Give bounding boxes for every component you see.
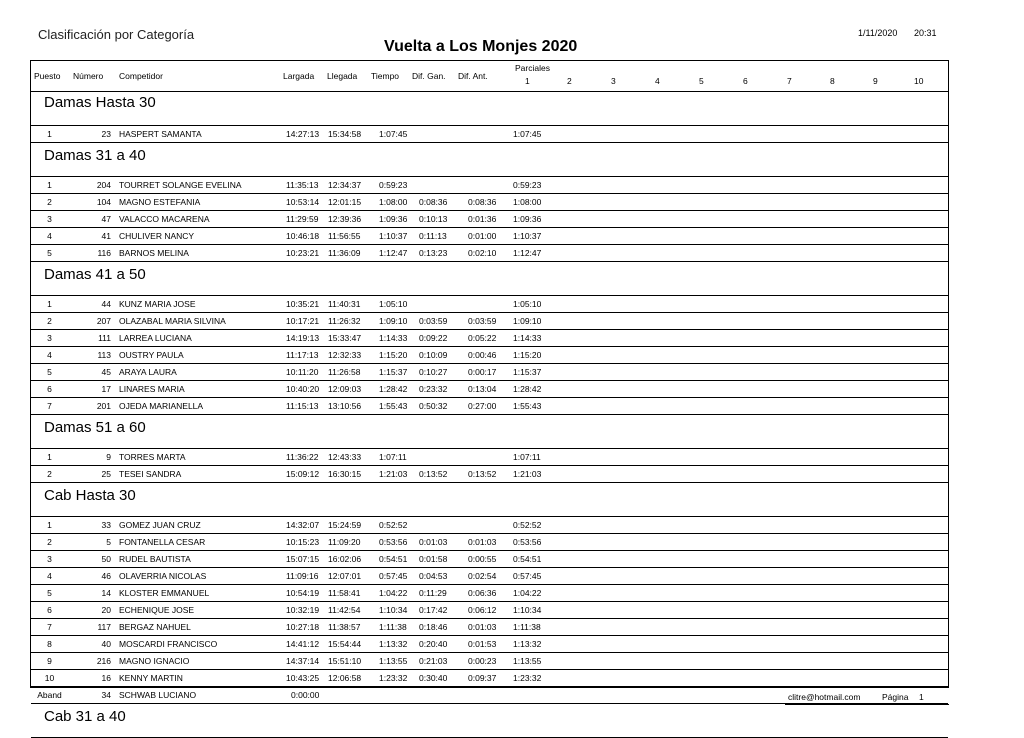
cell-dif-ant: 0:00:55	[468, 554, 497, 564]
cell-parcial-1: 0:57:45	[513, 571, 542, 581]
cell-tiempo: 1:13:32	[379, 639, 408, 649]
cell-largada: 11:35:13	[286, 180, 319, 190]
col-header-llegada: Llegada	[327, 71, 358, 81]
cell-dif-gan: 0:23:32	[419, 384, 448, 394]
cell-dif-ant: 0:00:23	[468, 656, 497, 666]
cell-competidor: FONTANELLA CESAR	[119, 537, 206, 547]
cell-parcial-1: 1:13:55	[513, 656, 542, 666]
cell-competidor: OUSTRY PAULA	[119, 350, 184, 360]
col-header-parcial-3: 3	[611, 76, 616, 86]
cell-numero: 16	[101, 673, 111, 683]
cell-parcial-1: 1:14:33	[513, 333, 542, 343]
cell-parcial-1: 1:07:11	[513, 452, 541, 462]
cell-dif-gan: 0:10:13	[419, 214, 448, 224]
cell-tiempo: 1:13:55	[379, 656, 408, 666]
footer-page-label: Página	[882, 692, 909, 702]
cell-largada: 10:27:18	[286, 622, 320, 632]
cell-puesto: 2	[47, 197, 52, 207]
cell-puesto: 4	[47, 350, 52, 360]
cell-puesto: 1	[47, 520, 52, 530]
cell-largada: 10:53:14	[286, 197, 320, 207]
cell-tiempo: 1:15:37	[379, 367, 408, 377]
cell-dif-ant: 0:03:59	[468, 316, 497, 326]
cell-largada: 14:27:13	[286, 129, 320, 139]
cell-parcial-1: 1:10:37	[513, 231, 542, 241]
table-row	[31, 653, 948, 670]
table-row	[31, 194, 948, 211]
cell-puesto: 9	[47, 656, 52, 666]
cell-parcial-1: 0:52:52	[513, 520, 542, 530]
cell-tiempo: 1:28:42	[379, 384, 408, 394]
cell-numero: 201	[96, 401, 111, 411]
table-row	[31, 347, 948, 364]
cell-numero: 45	[101, 367, 111, 377]
cell-numero: 50	[101, 554, 111, 564]
cell-parcial-1: 1:28:42	[513, 384, 542, 394]
cell-puesto: 1	[47, 129, 52, 139]
col-header-tiempo: Tiempo	[371, 71, 400, 81]
cell-tiempo: 0:52:52	[379, 520, 408, 530]
cell-parcial-1: 1:15:37	[513, 367, 542, 377]
cell-dif-ant: 0:01:03	[468, 537, 497, 547]
cell-dif-ant: 0:02:10	[468, 248, 497, 258]
cell-dif-gan: 0:08:36	[419, 197, 448, 207]
table-row	[31, 517, 948, 534]
col-header-parciales: Parciales	[515, 63, 550, 73]
table-row	[31, 211, 948, 228]
cell-puesto: 5	[47, 248, 52, 258]
cell-puesto: 10	[44, 673, 55, 683]
cell-largada: 10:11:20	[286, 367, 319, 377]
cell-largada: 10:17:21	[286, 316, 320, 326]
cell-competidor: RUDEL BAUTISTA	[119, 554, 191, 564]
cell-largada: 0:00:00	[291, 690, 320, 700]
cell-dif-gan: 0:18:46	[419, 622, 448, 632]
cell-puesto: 4	[47, 231, 52, 241]
cell-parcial-1: 1:11:38	[513, 622, 541, 632]
category-header	[31, 415, 948, 449]
report-date: 1/11/2020	[858, 28, 898, 38]
category-header	[31, 483, 948, 517]
col-header-largada: Largada	[283, 71, 315, 81]
cell-tiempo: 1:04:22	[379, 588, 408, 598]
cell-competidor: MAGNO ESTEFANIA	[119, 197, 201, 207]
cell-puesto: 6	[47, 384, 52, 394]
cell-puesto: 1	[47, 452, 52, 462]
cell-llegada: 12:09:03	[328, 384, 362, 394]
cell-parcial-1: 1:09:36	[513, 214, 542, 224]
category-header	[31, 262, 948, 296]
cell-llegada: 11:58:41	[328, 588, 361, 598]
cell-tiempo: 1:10:37	[379, 231, 408, 241]
cell-numero: 25	[101, 469, 111, 479]
cell-dif-gan: 0:17:42	[419, 605, 448, 615]
cell-competidor: TORRES MARTA	[119, 452, 186, 462]
cell-llegada: 12:43:33	[328, 452, 362, 462]
cell-largada: 15:07:15	[286, 554, 320, 564]
cell-competidor: MAGNO IGNACIO	[119, 656, 190, 666]
cell-puesto: 5	[47, 588, 52, 598]
cell-numero: 20	[101, 605, 111, 615]
cell-parcial-1: 1:23:32	[513, 673, 542, 683]
cell-largada: 15:09:12	[286, 469, 320, 479]
cell-puesto: 1	[47, 299, 52, 309]
cell-dif-gan: 0:03:59	[419, 316, 448, 326]
cell-llegada: 12:01:15	[328, 197, 362, 207]
cell-numero: 47	[101, 214, 111, 224]
cell-dif-ant: 0:09:37	[468, 673, 497, 683]
table-row	[31, 398, 948, 415]
cell-largada: 10:46:18	[286, 231, 320, 241]
col-header-puesto: Puesto	[34, 71, 61, 81]
table-row	[31, 670, 948, 687]
cell-puesto: 5	[47, 367, 52, 377]
cell-llegada: 16:02:06	[328, 554, 362, 564]
cell-llegada: 12:32:33	[328, 350, 362, 360]
cell-puesto: 3	[47, 214, 52, 224]
cell-tiempo: 1:09:10	[379, 316, 408, 326]
cell-dif-gan: 0:50:32	[419, 401, 448, 411]
cell-parcial-1: 1:07:45	[513, 129, 542, 139]
cell-llegada: 11:40:31	[328, 299, 361, 309]
col-header-parcial-2: 2	[567, 76, 572, 86]
cell-dif-gan: 0:01:03	[419, 537, 448, 547]
cell-competidor: BERGAZ NAHUEL	[119, 622, 191, 632]
table-header	[31, 61, 948, 92]
cell-largada: 11:29:59	[286, 214, 319, 224]
footer-divider	[785, 704, 949, 705]
table-row	[31, 568, 948, 585]
col-header-parcial-1: 1	[525, 76, 530, 86]
cell-llegada: 11:26:32	[328, 316, 361, 326]
footer-email: clitre@hotmail.com	[788, 692, 861, 702]
cell-numero: 17	[101, 384, 111, 394]
col-header-competidor: Competidor	[119, 71, 163, 81]
cell-numero: 34	[101, 690, 111, 700]
cell-competidor: KUNZ MARIA JOSE	[119, 299, 196, 309]
table-row	[31, 126, 948, 143]
cell-competidor: LARREA LUCIANA	[119, 333, 192, 343]
cell-llegada: 12:06:58	[328, 673, 362, 683]
category-header	[31, 704, 948, 738]
cell-dif-ant: 0:06:36	[468, 588, 497, 598]
col-header-parcial-4: 4	[655, 76, 660, 86]
cell-competidor: ARAYA LAURA	[119, 367, 177, 377]
cell-puesto: 3	[47, 333, 52, 343]
col-header-parcial-9: 9	[873, 76, 878, 86]
cell-dif-ant: 0:01:36	[468, 214, 497, 224]
cell-numero: 40	[101, 639, 111, 649]
cell-largada: 10:43:25	[286, 673, 320, 683]
cell-tiempo: 1:08:00	[379, 197, 408, 207]
report-title: Vuelta a Los Monjes 2020	[384, 38, 578, 55]
cell-llegada: 15:54:44	[328, 639, 362, 649]
table-row	[31, 551, 948, 568]
cell-largada: 10:23:21	[286, 248, 320, 258]
cell-dif-gan: 0:10:09	[419, 350, 448, 360]
table-row	[31, 534, 948, 551]
cell-numero: 44	[101, 299, 111, 309]
table-row	[31, 619, 948, 636]
cell-largada: 11:17:13	[286, 350, 319, 360]
table-row	[31, 330, 948, 347]
cell-puesto: 1	[47, 180, 52, 190]
cell-largada: 10:40:20	[286, 384, 320, 394]
cell-competidor: HASPERT SAMANTA	[119, 129, 202, 139]
cell-competidor: LINARES MARIA	[119, 384, 185, 394]
col-header-parcial-10: 10	[914, 76, 924, 86]
cell-llegada: 11:56:55	[328, 231, 361, 241]
cell-numero: 111	[98, 333, 111, 343]
category-header	[31, 143, 948, 177]
cell-largada: 11:15:13	[286, 401, 319, 411]
cell-competidor: TESEI SANDRA	[119, 469, 182, 479]
cell-parcial-1: 1:21:03	[513, 469, 542, 479]
cell-numero: 14	[101, 588, 111, 598]
cell-puesto: Aband	[37, 690, 62, 700]
cell-dif-ant: 0:00:46	[468, 350, 497, 360]
cell-llegada: 15:24:59	[328, 520, 362, 530]
cell-llegada: 11:26:58	[328, 367, 361, 377]
cell-llegada: 11:36:09	[328, 248, 361, 258]
table-row	[31, 466, 948, 483]
cell-dif-ant: 0:02:54	[468, 571, 497, 581]
col-header-parcial-5: 5	[699, 76, 704, 86]
table-row	[31, 245, 948, 262]
table-body	[31, 92, 948, 738]
cell-tiempo: 0:59:23	[379, 180, 408, 190]
cell-dif-gan: 0:11:29	[419, 588, 447, 598]
cell-competidor: MOSCARDI FRANCISCO	[119, 639, 218, 649]
cell-largada: 14:32:07	[286, 520, 320, 530]
cell-parcial-1: 0:53:56	[513, 537, 542, 547]
col-header-numero: Número	[73, 71, 104, 81]
cell-competidor: CHULIVER NANCY	[119, 231, 195, 241]
cell-llegada: 11:09:20	[328, 537, 361, 547]
cell-puesto: 7	[47, 401, 52, 411]
cell-tiempo: 0:53:56	[379, 537, 408, 547]
cell-puesto: 2	[47, 316, 52, 326]
cell-llegada: 16:30:15	[328, 469, 362, 479]
category-header	[31, 92, 948, 126]
cell-parcial-1: 1:15:20	[513, 350, 542, 360]
cell-largada: 11:36:22	[286, 452, 319, 462]
cell-tiempo: 0:57:45	[379, 571, 408, 581]
cell-dif-gan: 0:10:27	[419, 367, 448, 377]
cell-parcial-1: 0:54:51	[513, 554, 542, 564]
cell-dif-gan: 0:30:40	[419, 673, 448, 683]
cell-tiempo: 1:09:36	[379, 214, 408, 224]
cell-dif-ant: 0:27:00	[468, 401, 497, 411]
cell-llegada: 11:42:54	[328, 605, 361, 615]
cell-numero: 33	[101, 520, 111, 530]
col-header-parcial-7: 7	[787, 76, 792, 86]
footer-page-number: 1	[919, 692, 924, 702]
cell-competidor: BARNOS MELINA	[119, 248, 189, 258]
cell-puesto: 3	[47, 554, 52, 564]
report-type-label: Clasificación por Categoría	[38, 27, 195, 42]
cell-puesto: 7	[47, 622, 52, 632]
cell-parcial-1: 0:59:23	[513, 180, 542, 190]
category-title: Damas Hasta 30	[44, 94, 156, 111]
category-title: Damas 41 a 50	[44, 266, 146, 283]
cell-tiempo: 1:07:11	[379, 452, 407, 462]
cell-competidor: GOMEZ JUAN CRUZ	[119, 520, 201, 530]
table-row	[31, 364, 948, 381]
cell-tiempo: 1:05:10	[379, 299, 408, 309]
category-title: Cab 31 a 40	[44, 708, 126, 725]
cell-tiempo: 1:55:43	[379, 401, 408, 411]
cell-tiempo: 1:10:34	[379, 605, 408, 615]
cell-competidor: TOURRET SOLANGE EVELINA	[119, 180, 242, 190]
cell-parcial-1: 1:13:32	[513, 639, 542, 649]
table-row	[31, 381, 948, 398]
cell-dif-gan: 0:13:52	[419, 469, 448, 479]
col-header-parcial-6: 6	[743, 76, 748, 86]
cell-dif-ant: 0:00:17	[468, 367, 497, 377]
report-time: 20:31	[914, 28, 937, 38]
cell-llegada: 11:38:57	[328, 622, 361, 632]
cell-numero: 23	[101, 129, 111, 139]
cell-puesto: 6	[47, 605, 52, 615]
cell-parcial-1: 1:05:10	[513, 299, 542, 309]
table-row	[31, 296, 948, 313]
cell-largada: 10:32:19	[286, 605, 320, 615]
col-header-dif-ant: Dif. Ant.	[458, 71, 488, 81]
cell-numero: 204	[96, 180, 111, 190]
cell-llegada: 15:34:58	[328, 129, 362, 139]
category-title: Damas 31 a 40	[44, 147, 146, 164]
col-header-dif-gan: Dif. Gan.	[412, 71, 446, 81]
col-header-parcial-8: 8	[830, 76, 835, 86]
cell-tiempo: 1:23:32	[379, 673, 408, 683]
cell-tiempo: 1:14:33	[379, 333, 408, 343]
cell-dif-gan: 0:04:53	[419, 571, 448, 581]
cell-dif-gan: 0:01:58	[419, 554, 448, 564]
table-row	[31, 585, 948, 602]
category-title: Cab Hasta 30	[44, 487, 136, 504]
cell-largada: 10:15:23	[286, 537, 320, 547]
cell-dif-ant: 0:08:36	[468, 197, 497, 207]
cell-dif-ant: 0:05:22	[468, 333, 497, 343]
cell-dif-gan: 0:11:13	[419, 231, 447, 241]
table-row	[31, 449, 948, 466]
cell-largada: 14:41:12	[286, 639, 320, 649]
cell-dif-ant: 0:01:00	[468, 231, 497, 241]
cell-competidor: KLOSTER EMMANUEL	[119, 588, 210, 598]
cell-llegada: 13:10:56	[328, 401, 362, 411]
cell-llegada: 12:34:37	[328, 180, 362, 190]
cell-competidor: OJEDA MARIANELLA	[119, 401, 204, 411]
cell-tiempo: 1:12:47	[379, 248, 408, 258]
cell-tiempo: 1:07:45	[379, 129, 408, 139]
cell-tiempo: 1:15:20	[379, 350, 408, 360]
cell-competidor: OLAVERRIA NICOLAS	[119, 571, 207, 581]
cell-competidor: OLAZABAL MARIA SILVINA	[119, 316, 226, 326]
cell-largada: 10:54:19	[286, 588, 320, 598]
cell-puesto: 4	[47, 571, 52, 581]
cell-puesto: 2	[47, 537, 52, 547]
cell-llegada: 15:51:10	[328, 656, 362, 666]
cell-dif-ant: 0:13:52	[468, 469, 497, 479]
cell-llegada: 12:39:36	[328, 214, 362, 224]
cell-llegada: 12:07:01	[328, 571, 362, 581]
cell-numero: 9	[106, 452, 111, 462]
cell-numero: 117	[97, 622, 111, 632]
table-row	[31, 228, 948, 245]
cell-parcial-1: 1:04:22	[513, 588, 542, 598]
cell-numero: 207	[96, 316, 111, 326]
cell-numero: 113	[97, 350, 111, 360]
cell-competidor: KENNY MARTIN	[119, 673, 183, 683]
cell-competidor: ECHENIQUE JOSE	[119, 605, 195, 615]
cell-numero: 5	[106, 537, 111, 547]
cell-tiempo: 1:21:03	[379, 469, 408, 479]
cell-dif-gan: 0:20:40	[419, 639, 448, 649]
cell-tiempo: 1:11:38	[379, 622, 407, 632]
category-title: Damas 51 a 60	[44, 419, 146, 436]
cell-dif-ant: 0:01:03	[468, 622, 497, 632]
cell-llegada: 15:33:47	[328, 333, 362, 343]
cell-largada: 14:19:13	[286, 333, 320, 343]
cell-parcial-1: 1:55:43	[513, 401, 542, 411]
cell-puesto: 8	[47, 639, 52, 649]
cell-parcial-1: 1:12:47	[513, 248, 542, 258]
cell-numero: 216	[96, 656, 111, 666]
table-row	[31, 177, 948, 194]
cell-dif-gan: 0:09:22	[419, 333, 448, 343]
cell-largada: 11:09:16	[286, 571, 319, 581]
cell-parcial-1: 1:10:34	[513, 605, 542, 615]
table-row	[31, 602, 948, 619]
cell-largada: 10:35:21	[286, 299, 320, 309]
cell-parcial-1: 1:08:00	[513, 197, 542, 207]
table-row	[31, 313, 948, 330]
cell-numero: 104	[96, 197, 111, 207]
cell-competidor: SCHWAB LUCIANO	[119, 690, 197, 700]
cell-numero: 116	[97, 248, 111, 258]
table-row	[31, 636, 948, 653]
cell-numero: 41	[101, 231, 111, 241]
cell-dif-ant: 0:06:12	[468, 605, 497, 615]
cell-competidor: VALACCO MACARENA	[119, 214, 210, 224]
cell-dif-ant: 0:01:53	[468, 639, 497, 649]
cell-parcial-1: 1:09:10	[513, 316, 542, 326]
cell-dif-gan: 0:13:23	[419, 248, 448, 258]
cell-dif-gan: 0:21:03	[419, 656, 448, 666]
cell-tiempo: 0:54:51	[379, 554, 408, 564]
cell-dif-ant: 0:13:04	[468, 384, 497, 394]
cell-largada: 14:37:14	[286, 656, 320, 666]
cell-puesto: 2	[47, 469, 52, 479]
cell-numero: 46	[101, 571, 111, 581]
